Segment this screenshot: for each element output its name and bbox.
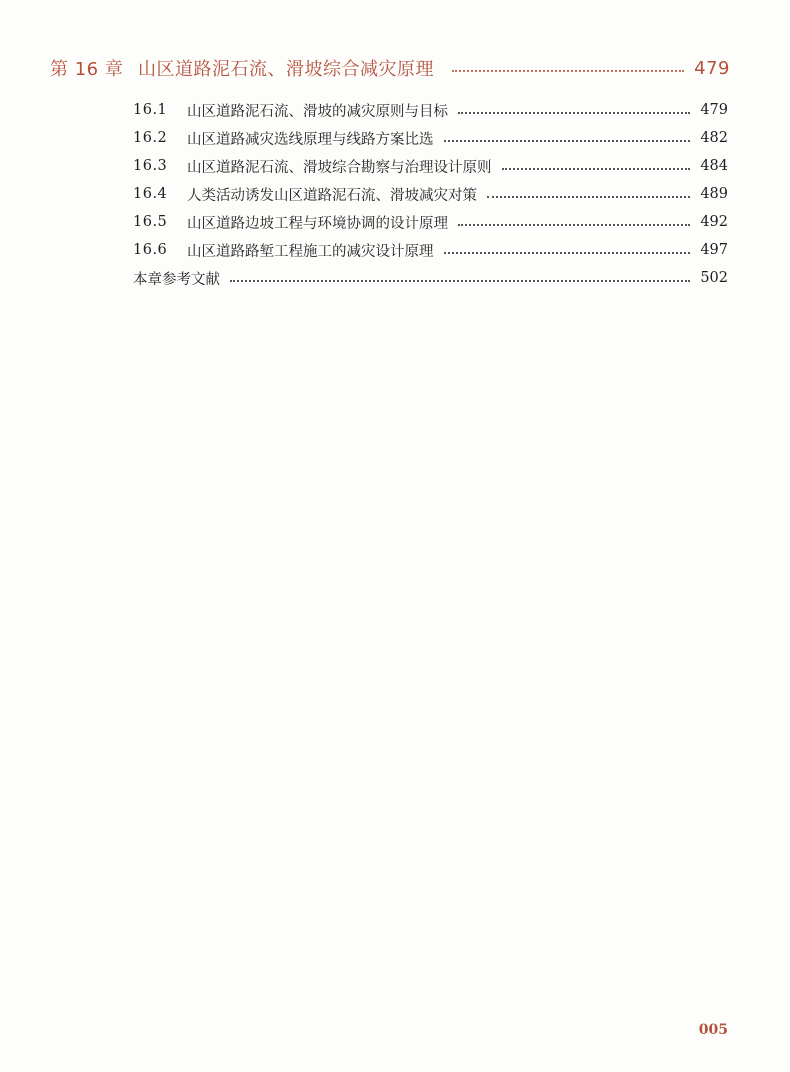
toc-entry-references[interactable]: [133, 264, 728, 292]
references-page-number: 502: [700, 270, 728, 286]
section-number: 16.1: [133, 102, 168, 118]
dot-leader: [452, 70, 684, 72]
section-title: 山区道路路堑工程施工的减灾设计原理: [187, 243, 434, 260]
section-number: 16.6: [133, 242, 168, 258]
section-page-number: 479: [700, 102, 728, 118]
chapter-number: 第 16 章: [50, 59, 124, 80]
section-number: 16.3: [133, 158, 168, 174]
section-page-number: 484: [700, 158, 728, 174]
dot-leader: [444, 252, 691, 254]
dot-leader: [444, 140, 691, 142]
section-title: 山区道路减灾选线原理与线路方案比选: [187, 131, 434, 148]
dot-leader: [230, 280, 690, 282]
section-page-number: 497: [700, 242, 728, 258]
references-title: 本章参考文献: [133, 271, 220, 288]
section-page-number: 482: [700, 130, 728, 146]
chapter-heading[interactable]: [50, 54, 730, 82]
toc-entry[interactable]: [133, 96, 728, 124]
section-number: 16.5: [133, 214, 168, 230]
toc-entry[interactable]: [133, 180, 728, 208]
toc-entry[interactable]: [133, 152, 728, 180]
dot-leader: [458, 112, 690, 114]
section-number: 16.4: [133, 186, 168, 202]
page-folio: 005: [698, 1022, 728, 1038]
toc-entry-list: [133, 96, 728, 292]
dot-leader: [502, 168, 691, 170]
section-title: 山区道路边坡工程与环境协调的设计原理: [187, 215, 448, 232]
dot-leader: [487, 196, 690, 198]
section-title: 山区道路泥石流、滑坡的减灾原则与目标: [187, 103, 448, 120]
chapter-title: 山区道路泥石流、滑坡综合减灾原理: [138, 59, 434, 80]
toc-entry[interactable]: [133, 208, 728, 236]
section-number: 16.2: [133, 130, 168, 146]
section-title: 人类活动诱发山区道路泥石流、滑坡减灾对策: [187, 187, 477, 204]
toc-entry[interactable]: [133, 236, 728, 264]
section-title: 山区道路泥石流、滑坡综合勘察与治理设计原则: [187, 159, 492, 176]
chapter-page-number: 479: [694, 57, 730, 79]
dot-leader: [458, 224, 690, 226]
section-page-number: 492: [700, 214, 728, 230]
toc-entry[interactable]: [133, 124, 728, 152]
section-page-number: 489: [700, 186, 728, 202]
